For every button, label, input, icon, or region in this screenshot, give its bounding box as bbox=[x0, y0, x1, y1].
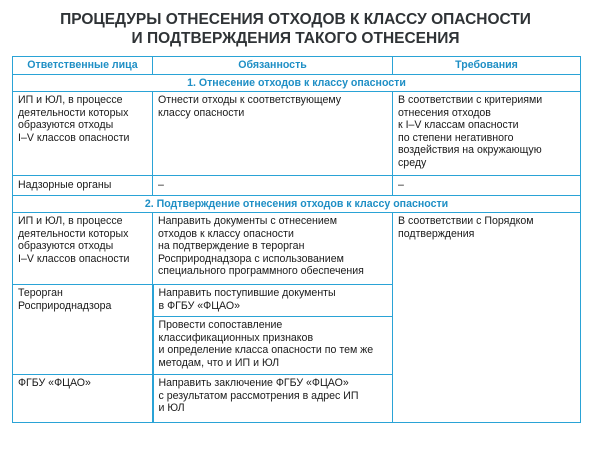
title-line-1: ПРОЦЕДУРЫ ОТНЕСЕНИЯ ОТХОДОВ К КЛАССУ ОПАСНОСТИ bbox=[60, 11, 531, 28]
table-row bbox=[13, 92, 581, 176]
section-1-header-row bbox=[13, 75, 581, 92]
responsible-cell: ИП и ЮЛ, в процессе деятельности которых образуются отходы I–V классов опасности bbox=[13, 213, 153, 285]
section-1-title: 1. Отнесение отходов к классу опасности bbox=[13, 75, 581, 92]
requirements-cell: В соответствии с критериями отнесения отходов к I–V классам опасности по степени негативного воздействия на окружающую среду bbox=[393, 92, 581, 176]
duty-cell: – bbox=[153, 176, 393, 196]
document-title bbox=[0, 0, 591, 48]
responsible-cell: ФГБУ «ФЦАО» bbox=[13, 375, 153, 423]
column-header-requirements: Требования bbox=[393, 57, 581, 75]
header-row bbox=[13, 57, 581, 75]
duty-cell: Провести сопоставление классификационных признаков и определение класса опасности по тем же методам, что и ИП и ЮЛ bbox=[153, 317, 393, 375]
requirements-cell: В соответствии с Порядком подтверждения bbox=[393, 213, 581, 423]
table-row bbox=[13, 176, 581, 196]
responsible-cell: ИП и ЮЛ, в процессе деятельности которых образуются отходы I–V классов опасности bbox=[13, 92, 153, 176]
duty-cell: Отнести отходы к соответствующему классу опасности bbox=[153, 92, 393, 176]
procedures-table bbox=[12, 56, 581, 423]
responsible-cell: Терорган Росприроднадзора bbox=[13, 285, 153, 375]
requirements-cell: – bbox=[393, 176, 581, 196]
title-line-2: И ПОДТВЕРЖДЕНИЯ ТАКОГО ОТНЕСЕНИЯ bbox=[131, 30, 460, 47]
responsible-cell: Надзорные органы bbox=[13, 176, 153, 196]
section-2-title: 2. Подтверждение отнесения отходов к классу опасности bbox=[13, 196, 581, 213]
duty-cell: Направить документы с отнесением отходов к классу опасности на подтверждение в терорган Росприроднадзора с использованием специального программного обеспечения bbox=[153, 213, 393, 285]
duty-cell: Направить поступившие документы в ФГБУ «ФЦАО» bbox=[153, 285, 393, 317]
section-2-header-row bbox=[13, 196, 581, 213]
column-header-duty: Обязанность bbox=[153, 57, 393, 75]
column-header-responsible: Ответственные лица bbox=[13, 57, 153, 75]
duty-cell: Направить заключение ФГБУ «ФЦАО» с результатом рассмотрения в адрес ИП и ЮЛ bbox=[153, 375, 393, 423]
table-row bbox=[13, 213, 581, 285]
